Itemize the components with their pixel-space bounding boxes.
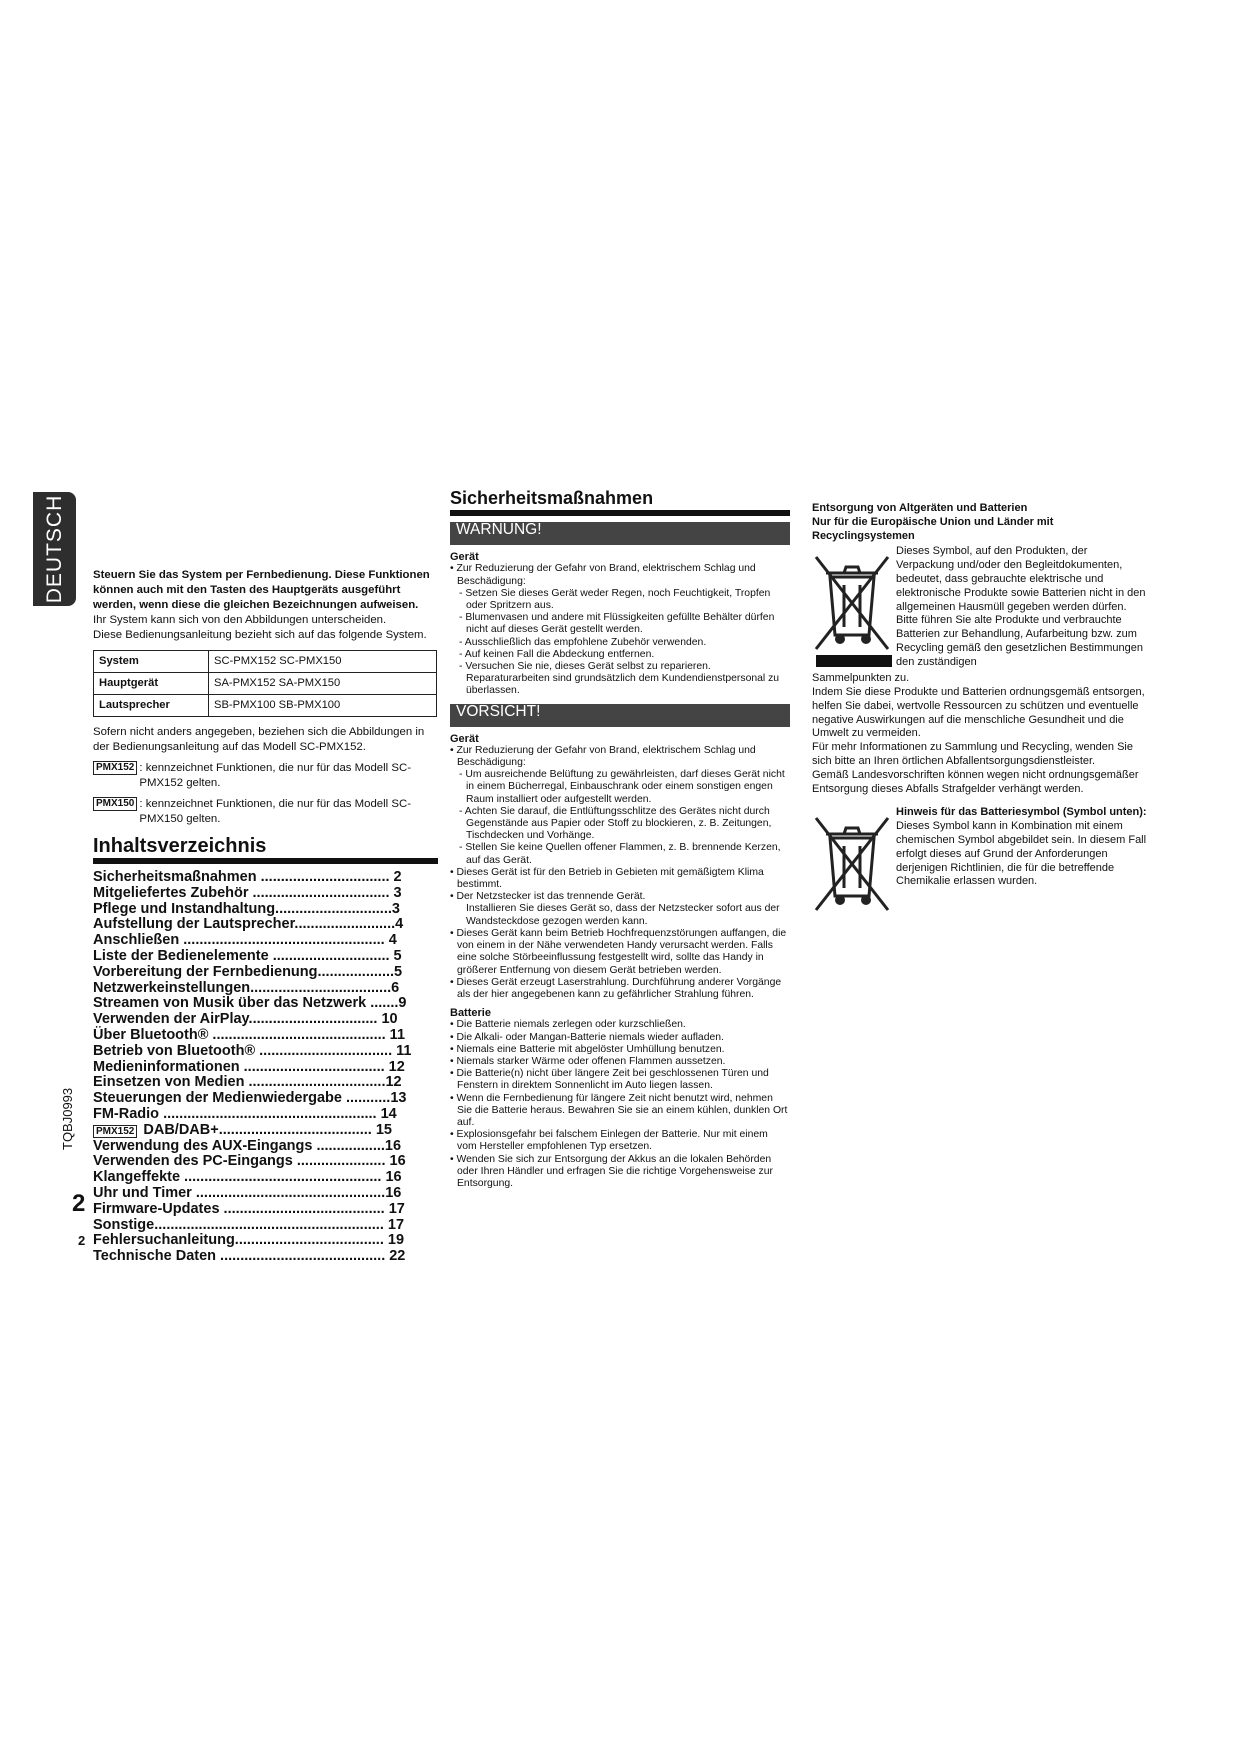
table-cell: SB-PMX100 SB-PMX100	[209, 695, 437, 717]
toc-item[interactable]: Technische Daten ......................................... 22	[93, 1248, 406, 1265]
battery-symbol-heading: Hinweis für das Batteriesymbol (Symbol unten):	[896, 806, 1147, 819]
table-cell: SA-PMX152 SA-PMX150	[209, 673, 437, 695]
list-item: • Niemals starker Wärme oder offenen Flammen aussetzen.	[450, 1055, 726, 1067]
model-badge: PMX150	[93, 797, 137, 811]
list-item: • Dieses Gerät kann beim Betrieb Hochfrequenzstörungen auffangen, die von einem in der Nähe verwendeten Handy verursacht werden. Falls eine solche Störbeeinflussung festgestellt wird, sollte das Handy in größerer Entfernung von diesem Gerät betrieben werden.	[450, 927, 787, 976]
page-number-small: 2	[78, 1233, 86, 1248]
weee-block	[812, 545, 1147, 672]
toc-item[interactable]: Sonstige......................................................... 17	[93, 1216, 405, 1233]
page-number: 2	[72, 1190, 86, 1217]
disposal-column	[812, 502, 1147, 921]
toc-item[interactable]: Pflege und Instandhaltung.............................3	[93, 900, 400, 917]
intro-line-1: Ihr System kann sich von den Abbildungen unterscheiden.	[93, 614, 387, 626]
list-item: • Dieses Gerät erzeugt Laserstrahlung. Durchführung anderer Vorgänge als der hier angegebenen kann zu gefährlicher Strahlung führen.	[450, 976, 782, 1000]
toc-item[interactable]: Vorbereitung der Fernbedienung...................5	[93, 963, 403, 980]
paragraph: Indem Sie diese Produkte und Batterien ordnungsgemäß entsorgen, helfen Sie dabei, wertvolle Ressourcen zu schützen und eventuelle negative Auswirkungen auf die menschliche Gesundheit und die Umwelt zu vermeiden.	[812, 685, 1145, 740]
legend-text: : kennzeichnet Funktionen, die nur für das Modell SC-PMX152 gelten.	[139, 762, 411, 789]
list-item: • Dieses Gerät ist für den Betrieb in Gebieten mit gemäßigtem Klima bestimmt.	[450, 866, 764, 891]
weee-text: Dieses Symbol, auf den Produkten, der Verpackung und/oder den Begleitdokumenten, bedeutet, dass gebrauchte elektrische und elektronische Produkte sowie Batterien nicht in den allgemeinen Hausmüll gegeben werden dürfen. Bitte führen Sie alte Produkte und verbrauchte Batterien zur Behandlung, Aufarbeitung bzw. zum Recycling gemäß den gesetzlichen Bestimmungen den zuständigen	[896, 545, 1146, 668]
list-item: - Versuchen Sie nie, dieses Gerät selbst zu reparieren. Reparaturarbeiten sind grundsätzlich dem Kundendienstpersonal zu überlassen.	[459, 661, 780, 697]
list-item: • Wenn die Fernbedienung für längere Zeit nicht benutzt wird, nehmen Sie die Batterie heraus. Bewahren Sie sie an einem kühlen, dunklen Ort auf.	[450, 1092, 788, 1128]
toc-item[interactable]: Verwenden des PC-Eingangs ...................... 16	[93, 1153, 406, 1170]
list-item: • Zur Reduzierung der Gefahr von Brand, elektrischem Schlag und Beschädigung:	[450, 563, 756, 587]
disposal-heading: Entsorgung von Altgeräten und Batterien	[812, 502, 1028, 514]
paragraph: Sammelpunkten zu.	[812, 672, 910, 685]
list-item: • Die Alkali- oder Mangan-Batterie niemals wieder aufladen.	[450, 1031, 724, 1043]
model-badge: PMX152	[93, 761, 137, 775]
divider	[93, 858, 438, 864]
intro-remote-text: Steuern Sie das System per Fernbedienung. Diese Funktionen können auch mit den Tasten des Hauptgeräts ausgeführt werden, wenn diese die gleichen Bezeichnungen aufweisen.	[93, 569, 430, 611]
toc-item[interactable]: Anschließen .................................................. 4	[93, 932, 397, 949]
table-row	[94, 673, 437, 695]
list-item: • Die Batterie(n) nicht über längere Zeit bei geschlossenen Türen und Fenstern in direktem Sonnenlicht im Auto liegen lassen.	[450, 1068, 769, 1092]
warning-list	[450, 563, 790, 697]
table-row	[94, 651, 437, 673]
safety-column	[450, 488, 790, 1190]
list-item: • Der Netzstecker ist das trennende Gerät.	[450, 891, 646, 903]
caution-heading: VORSICHT!	[450, 704, 790, 727]
toc-item[interactable]: Betrieb von Bluetooth® ................................. 11	[93, 1042, 412, 1059]
list-item: • Wenden Sie sich zur Entsorgung der Akkus an die lokalen Behörden oder Ihren Händler und erfragen Sie die richtige Vorgehensweise zur Entsorgung.	[450, 1153, 773, 1189]
table-cell: Hauptgerät	[94, 673, 209, 695]
toc-item[interactable]: Uhr und Timer ...............................................16	[93, 1184, 402, 1201]
illustration-note: Sofern nicht anders angegeben, beziehen sich die Abbildungen in der Bedienungsanleitung auf das Modell SC-PMX152.	[93, 726, 425, 753]
battery-list	[450, 1019, 790, 1190]
list-item: - Um ausreichende Belüftung zu gewährleisten, darf dieses Gerät nicht in einem Bücherregal, Einbauschrank oder einem sonstigen engen Raum installiert oder aufgestellt werden.	[459, 769, 785, 805]
list-item: Installieren Sie dieses Gerät so, dass der Netzstecker sofort aus der Wandsteckdose gezogen werden kann.	[466, 903, 780, 927]
disposal-subheading: Nur für die Europäische Union und Länder mit Recyclingsystemen	[812, 515, 1054, 542]
list-item: - Ausschließlich das empfohlene Zubehör verwenden.	[459, 636, 707, 648]
toc-title: Inhaltsverzeichnis	[93, 835, 267, 857]
paragraph: Gemäß Landesvorschriften können wegen nicht ordnungsgemäßer Entsorgung dieses Abfalls Strafgelder verhängt werden.	[812, 768, 1139, 795]
section-title: Sicherheitsmaßnahmen	[450, 488, 654, 508]
legend-row	[93, 761, 438, 791]
table-cell: System	[94, 651, 209, 673]
subheading: Gerät	[450, 551, 479, 564]
list-item: - Auf keinen Fall die Abdeckung entfernen.	[459, 648, 655, 660]
language-tab	[33, 492, 76, 606]
subheading: Gerät	[450, 732, 479, 745]
toc-item[interactable]: Steuerungen der Medienwiedergabe ...........13	[93, 1090, 407, 1107]
divider	[450, 510, 790, 516]
list-item: - Stellen Sie keine Quellen offener Flammen, z. B. brennende Kerzen, auf das Gerät.	[459, 842, 781, 866]
table-cell: Lautsprecher	[94, 695, 209, 717]
toc-item[interactable]: Aufstellung der Lautsprecher.........................4	[93, 916, 404, 933]
toc-item[interactable]: Sicherheitsmaßnahmen ................................ 2	[93, 869, 402, 885]
language-label: DEUTSCH	[42, 494, 66, 604]
subheading: Batterie	[450, 1007, 491, 1020]
toc-item[interactable]: Fehlersuchanleitung..................................... 19	[93, 1232, 405, 1249]
battery-symbol-text: Dieses Symbol kann in Kombination mit einem chemischen Symbol abgebildet sein. In diesem Fall erfolgt dieses auf Grund der Anforderungen derjenigen Richtlinien, die für die betreffende Chemikalie erlassen wurden.	[896, 820, 1147, 888]
toc-item[interactable]: Netzwerkeinstellungen...................................6	[93, 979, 400, 996]
model-badge: PMX152	[93, 1125, 137, 1138]
table-cell: SC-PMX152 SC-PMX150	[209, 651, 437, 673]
toc-item[interactable]: Mitgeliefertes Zubehör .................................. 3	[93, 884, 402, 901]
warning-heading: WARNUNG!	[450, 522, 790, 545]
toc-item[interactable]: Liste der Bedienelemente ............................. 5	[93, 947, 402, 964]
legend-text: : kennzeichnet Funktionen, die nur für das Modell SC-PMX150 gelten.	[139, 798, 411, 825]
list-item: • Die Batterie niemals zerlegen oder kurzschließen.	[450, 1019, 686, 1031]
intro-line-2: Diese Bedienungsanleitung bezieht sich auf das folgende System.	[93, 629, 427, 641]
toc-item[interactable]: Verwendung des AUX-Eingangs .................16	[93, 1137, 402, 1154]
document-code: TQBJ0993	[60, 1087, 75, 1150]
crossed-bin-icon	[812, 806, 896, 921]
toc-item[interactable]: Einsetzen von Medien ..................................12	[93, 1074, 402, 1091]
toc-item-dab[interactable]: PMX152 DAB/DAB+...................................... 15	[93, 1123, 438, 1139]
battery-symbol-block	[812, 806, 1147, 921]
toc-item[interactable]: Streamen von Musik über das Netzwerk .......9	[93, 995, 407, 1012]
toc-item[interactable]: Über Bluetooth® ........................................... 11	[93, 1026, 406, 1043]
table-row	[94, 695, 437, 717]
list-item: - Blumenvasen und andere mit Flüssigkeiten gefüllte Behälter dürfen nicht auf dieses Gerät gestellt werden.	[459, 612, 775, 636]
toc-list	[93, 870, 438, 1265]
toc-item[interactable]: FM-Radio ..................................................... 14	[93, 1105, 397, 1122]
model-table	[93, 650, 437, 717]
paragraph: Für mehr Informationen zu Sammlung und Recycling, wenden Sie sich bitte an Ihren örtlichen Abfallentsorgungsdienstleister.	[812, 741, 1133, 767]
toc-item[interactable]: Klangeffekte ................................................. 16	[93, 1169, 402, 1186]
list-item: - Achten Sie darauf, die Entlüftungsschlitze des Gerätes nicht durch Gegenstände aus Papier oder Stoff zu blockieren, z. B. Zeitungen, Tischdecken und Vorhänge.	[459, 805, 772, 842]
list-item: - Setzen Sie dieses Gerät weder Regen, noch Feuchtigkeit, Tropfen oder Spritzern aus.	[459, 587, 771, 612]
legend-row	[93, 797, 438, 827]
list-item: • Niemals eine Batterie mit abgelöster Umhüllung benutzen.	[450, 1043, 725, 1055]
toc-item[interactable]: Medieninformationen ................................... 12	[93, 1058, 405, 1075]
list-item: • Zur Reduzierung der Gefahr von Brand, elektrischem Schlag und Beschädigung:	[450, 744, 756, 769]
caution-list	[450, 745, 790, 1001]
toc-item[interactable]: Verwenden der AirPlay................................ 10	[93, 1011, 398, 1028]
list-item: • Explosionsgefahr bei falschem Einlegen der Batterie. Nur mit einem vom Hersteller empfohlenen Typ ersetzen.	[450, 1129, 768, 1153]
crossed-bin-icon	[812, 545, 896, 672]
intro-column	[93, 568, 438, 1265]
toc-item[interactable]: Firmware-Updates ........................................ 17	[93, 1200, 405, 1217]
